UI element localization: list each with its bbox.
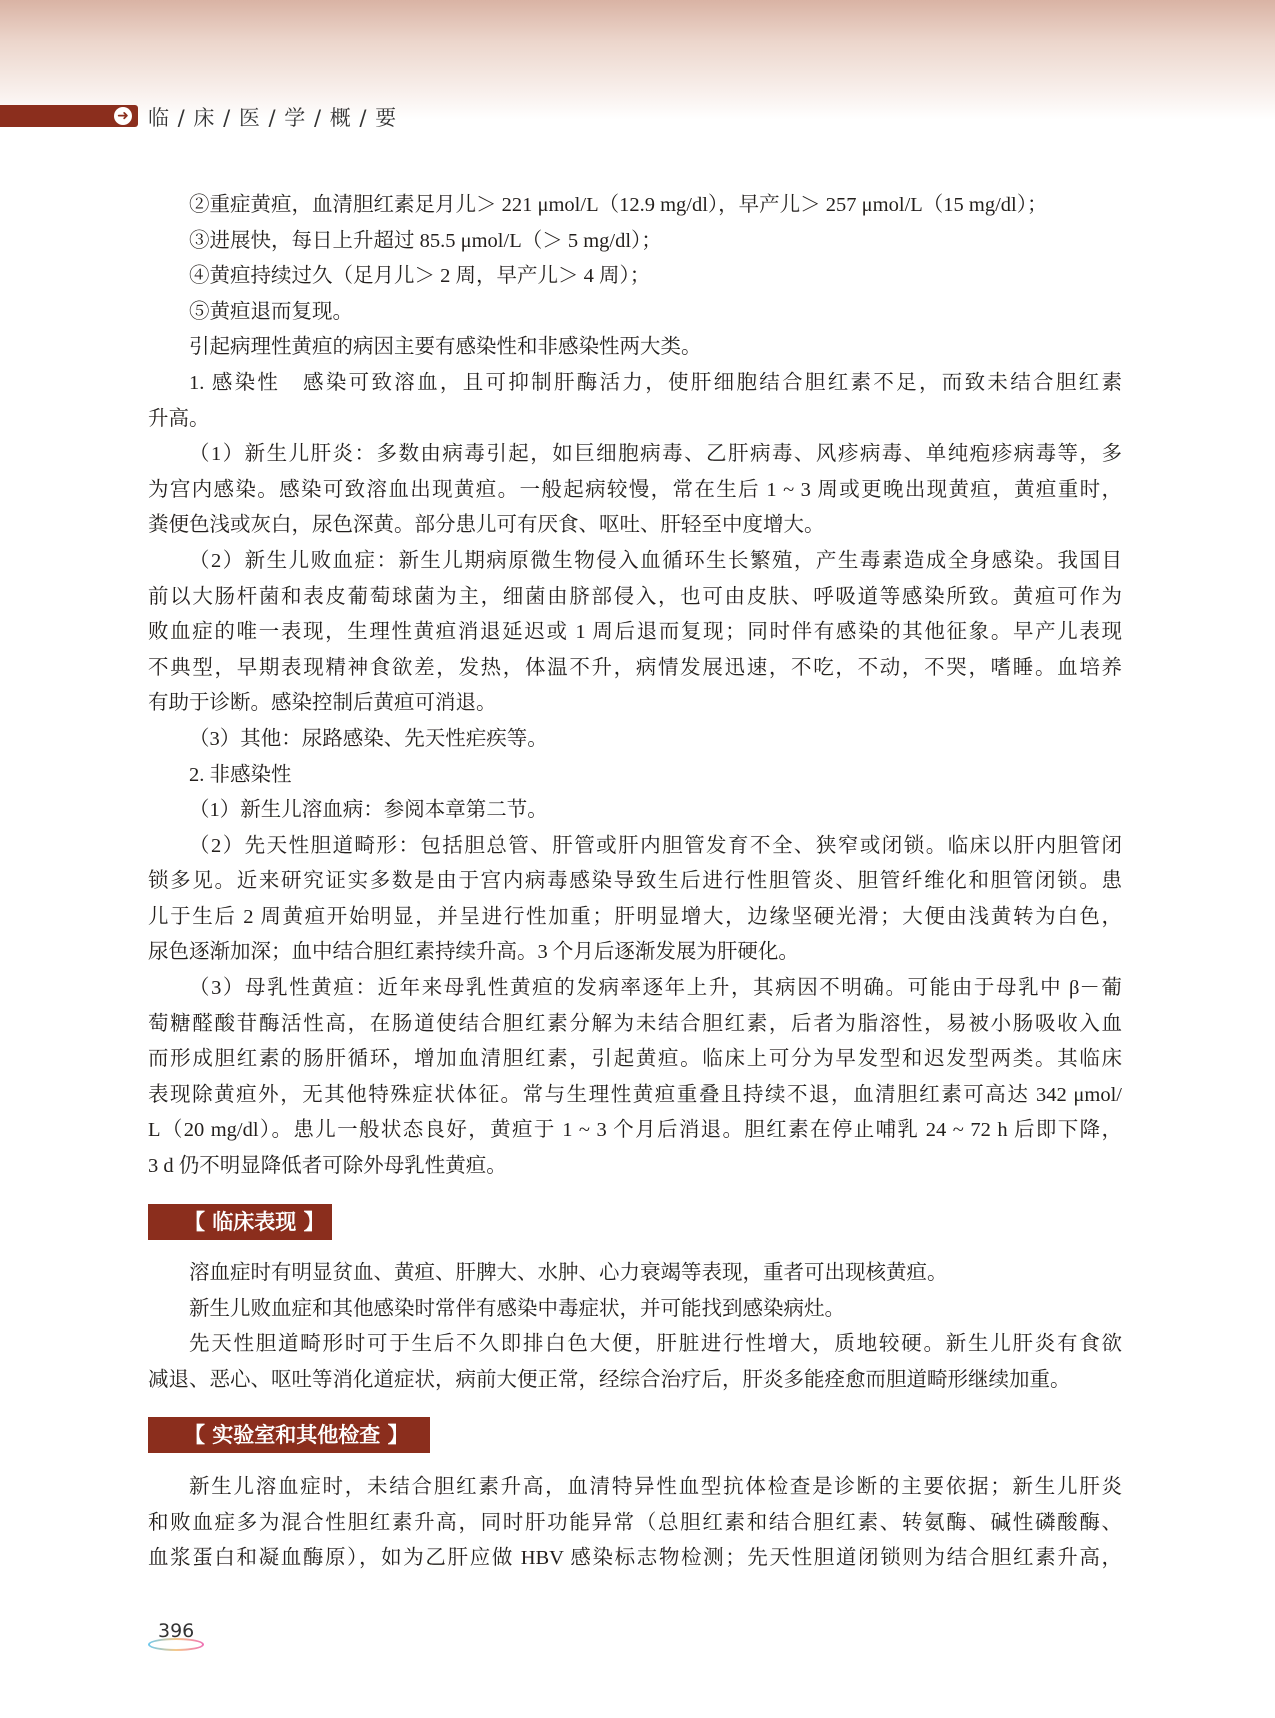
paragraph-line: 粪便色浅或灰白，尿色深黄。部分患儿可有厌食、呕吐、肝轻至中度增大。 xyxy=(148,514,825,537)
paragraph-line: 有助于诊断。感染控制后黄疸可消退。 xyxy=(148,692,497,715)
paragraph-line: 引起病理性黄疸的病因主要有感染性和非感染性两大类。 xyxy=(189,336,702,359)
paragraph-line: 而形成胆红素的肠肝循环，增加血清胆红素，引起黄疸。临床上可分为早发型和迟发型两类。其临床 xyxy=(148,1048,1122,1071)
paragraph-line: ⑤黄疸退而复现。 xyxy=(189,300,353,323)
paragraph-line: 表现除黄疸外，无其他特殊症状体征。常与生理性黄疸重叠且持续不退，血清胆红素可高达 342 μmol/ xyxy=(148,1083,1122,1106)
paragraph-line: 不典型，早期表现精神食欲差，发热，体温不升，病情发展迅速，不吃，不动，不哭，嗜睡。血培养 xyxy=(148,656,1122,679)
paragraph-line: （2）先天性胆道畸形：包括胆总管、肝管或肝内胆管发育不全、狭窄或闭锁。临床以肝内胆管闭 xyxy=(189,834,1122,857)
section-heading-clinical: 【 临床表现 】 xyxy=(148,1204,332,1240)
paragraph-line: 2. 非感染性 xyxy=(189,763,292,786)
paragraph-line: （1）新生儿肝炎：多数由病毒引起，如巨细胞病毒、乙肝病毒、风疹病毒、单纯疱疹病毒等，多 xyxy=(189,443,1122,466)
paragraph-line: ②重症黄疸，血清胆红素足月儿＞ 221 μmol/L（12.9 mg/dl），早产儿＞ 257 μmol/L（15 mg/dl）； xyxy=(189,194,1048,216)
paragraph-line: ③进展快，每日上升超过 85.5 μmol/L（＞ 5 mg/dl）； xyxy=(189,229,662,252)
paragraph-line: 败血症的唯一表现，生理性黄疸消退延迟或 1 周后退而复现；同时伴有感染的其他征象。早产儿表现 xyxy=(148,621,1122,644)
paragraph-line: 萄糖醛酸苷酶活性高，在肠道使结合胆红素分解为未结合胆红素，后者为脂溶性，易被小肠吸收入血 xyxy=(148,1012,1122,1035)
paragraph-line: 儿于生后 2 周黄疸开始明显，并呈进行性加重；肝明显增大，边缘坚硬光滑；大便由浅黄转为白色， xyxy=(148,905,1122,928)
paragraph-line: 先天性胆道畸形时可于生后不久即排白色大便，肝脏进行性增大，质地较硬。新生儿肝炎有食欲 xyxy=(189,1333,1122,1356)
paragraph-line: 尿色逐渐加深；血中结合胆红素持续升高。3 个月后逐渐发展为肝硬化。 xyxy=(148,941,799,964)
body-section-clinical xyxy=(148,1256,1122,1398)
body-section-causes xyxy=(148,188,1122,1185)
paragraph-line: 和败血症多为混合性胆红素升高，同时肝功能异常（总胆红素和结合胆红素、转氨酶、碱性磷酸酶、 xyxy=(148,1511,1122,1534)
paragraph-line: 新生儿溶血症时，未结合胆红素升高，血清特异性血型抗体检查是诊断的主要依据；新生儿肝炎 xyxy=(189,1476,1122,1498)
paragraph-line: 新生儿败血症和其他感染时常伴有感染中毒症状，并可能找到感染病灶。 xyxy=(189,1297,845,1320)
paragraph-line: L（20 mg/dl）。患儿一般状态良好，黄疸于 1 ~ 3 个月后消退。胆红素在停止哺乳 24 ~ 72 h 后即下降， xyxy=(148,1119,1122,1142)
paragraph-line: 1. 感染性 感染可致溶血，且可抑制肝酶活力，使肝细胞结合胆红素不足，而致未结合胆红素 xyxy=(189,371,1122,394)
paragraph-line: （2）新生儿败血症：新生儿期病原微生物侵入血循环生长繁殖，产生毒素造成全身感染。我国目 xyxy=(189,549,1122,572)
paragraph-line: 溶血症时有明显贫血、黄疸、肝脾大、水肿、心力衰竭等表现，重者可出现核黄疸。 xyxy=(189,1262,948,1284)
paragraph-line: 前以大肠杆菌和表皮葡萄球菌为主，细菌由脐部侵入，也可由皮肤、呼吸道等感染所致。黄疸可作为 xyxy=(148,585,1122,608)
arrow-right-circle-icon: ➜ xyxy=(114,107,132,125)
page-number: 396 xyxy=(158,1620,195,1642)
paragraph-line: 血浆蛋白和凝血酶原），如为乙肝应做 HBV 感染标志物检测；先天性胆道闭锁则为结合胆红素升高， xyxy=(148,1547,1122,1570)
body-section-lab xyxy=(148,1470,1122,1577)
paragraph-line: （3）母乳性黄疸：近年来母乳性黄疸的发病率逐年上升，其病因不明确。可能由于母乳中 β－葡 xyxy=(189,977,1122,1000)
paragraph-line: 升高。 xyxy=(148,407,210,430)
paragraph-line: 为宫内感染。感染可致溶血出现黄疸。一般起病较慢，常在生后 1 ~ 3 周或更晚出现黄疸，黄疸重时， xyxy=(148,478,1122,501)
running-title: 临 / 床 / 医 / 学 / 概 / 要 xyxy=(148,106,398,130)
paragraph-line: 3 d 仍不明显降低者可除外母乳性黄疸。 xyxy=(148,1155,507,1178)
running-header-bar xyxy=(0,105,138,127)
paragraph-line: （3）其他：尿路感染、先天性疟疾等。 xyxy=(189,727,548,750)
paragraph-line: （1）新生儿溶血病：参阅本章第二节。 xyxy=(189,799,548,822)
paragraph-line: 减退、恶心、呕吐等消化道症状，病前大便正常，经综合治疗后，肝炎多能痊愈而胆道畸形继续加重。 xyxy=(148,1368,1071,1391)
section-heading-lab: 【 实验室和其他检查 】 xyxy=(148,1417,430,1453)
paragraph-line: 锁多见。近来研究证实多数是由于宫内病毒感染导致生后进行性胆管炎、胆管纤维化和胆管闭锁。患 xyxy=(148,870,1122,893)
paragraph-line: ④黄疸持续过久（足月儿＞ 2 周，早产儿＞ 4 周）； xyxy=(189,265,651,288)
